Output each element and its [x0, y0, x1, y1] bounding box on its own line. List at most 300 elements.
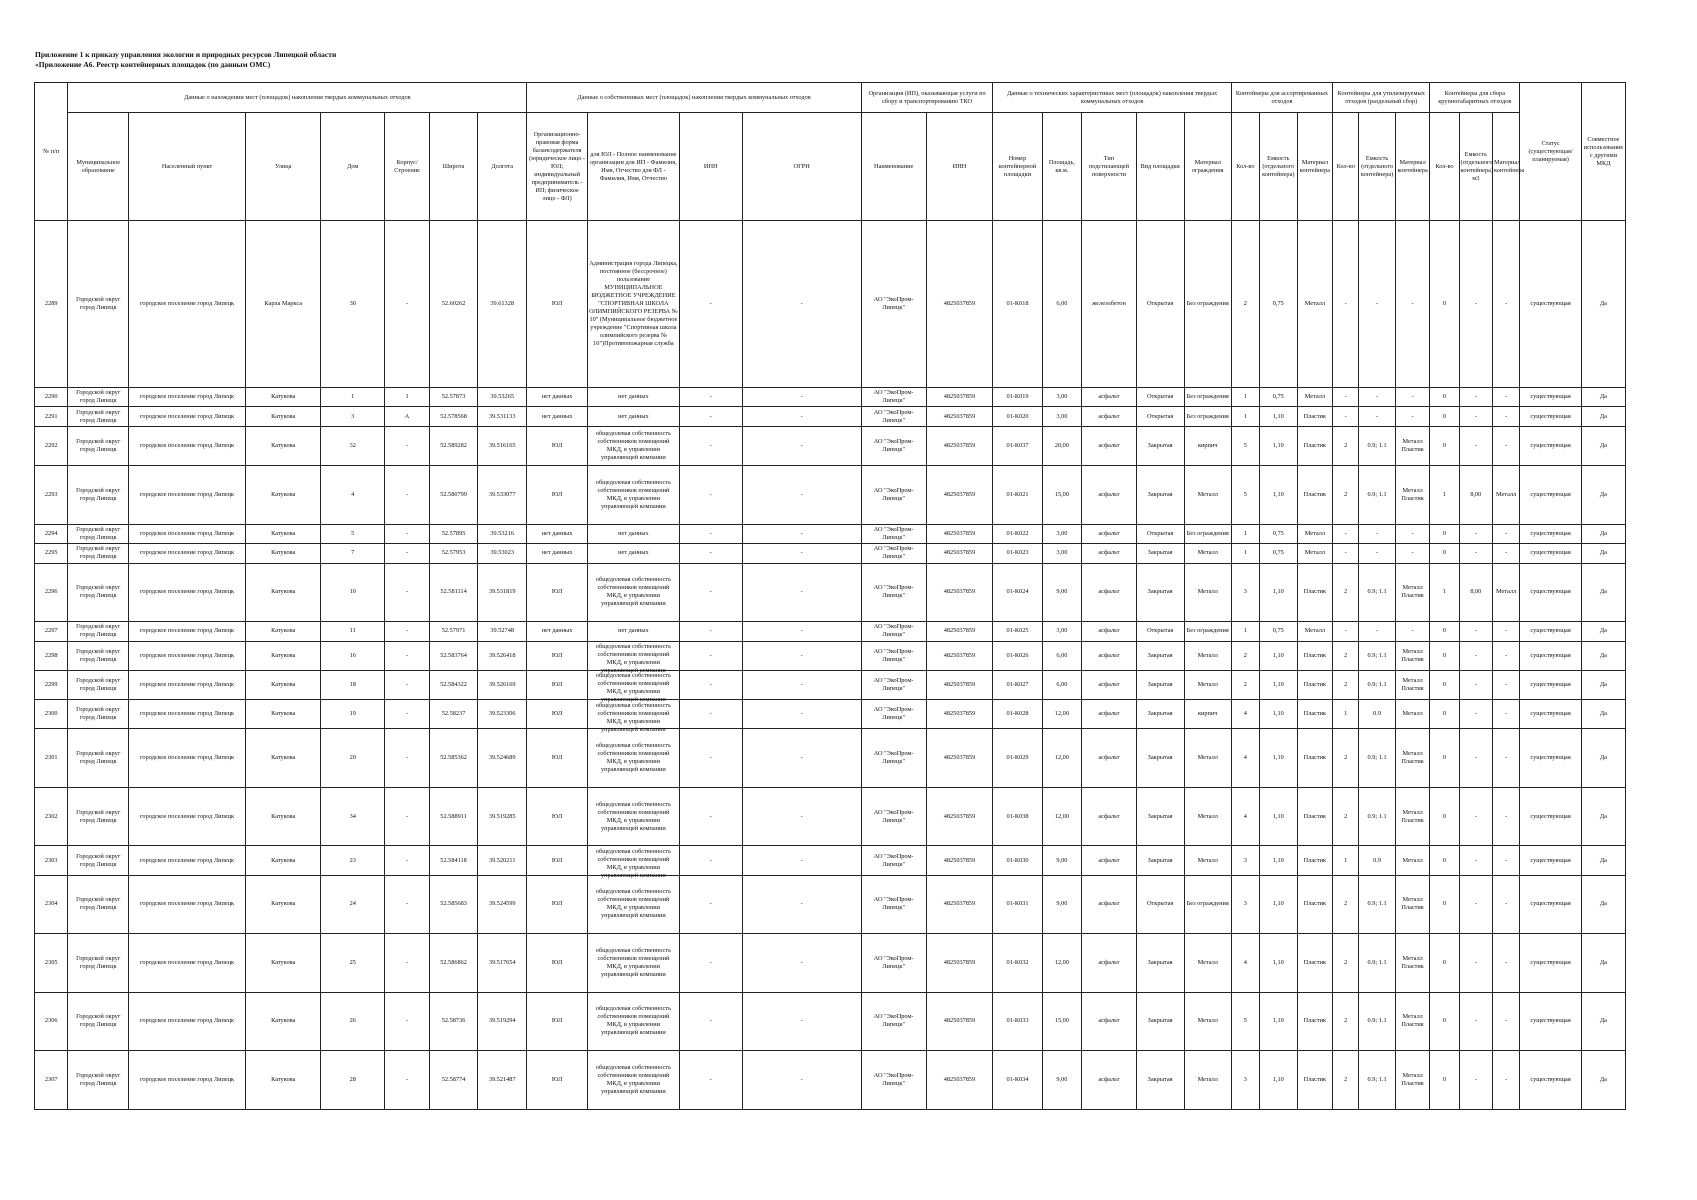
sorted-count-cell-text: 1	[1243, 393, 1247, 401]
bulky-volume-cell	[1459, 465, 1492, 524]
site-number-cell-text: 01-К034	[1006, 1076, 1029, 1084]
owner-name-cell-text: нет данных	[618, 529, 649, 537]
utilized-material-cell-text: Металл	[1402, 710, 1423, 718]
org-form-cell	[527, 387, 588, 407]
fence-cell-text: Без ограждения	[1186, 299, 1229, 307]
latitude-cell-text: 52.584118	[440, 856, 467, 864]
street-cell-text: Катукова	[271, 627, 296, 635]
settlement-cell	[129, 563, 246, 622]
settlement-cell	[129, 622, 246, 642]
sorted-material-cell	[1297, 846, 1333, 875]
settlement-cell-text: городское поселение город Липецк	[140, 529, 235, 537]
owner-name-cell	[587, 622, 679, 642]
fence-cell-text: Металл	[1197, 588, 1218, 596]
surface-cell-text: асфальт	[1098, 393, 1120, 401]
sorted-material-cell-text: Пластик	[1303, 441, 1327, 449]
area-cell-text: 20,00	[1054, 441, 1069, 449]
org-form-cell	[527, 641, 588, 670]
utilized-material-cell-text: Металл Пластик	[1401, 954, 1424, 970]
settlement-cell-text: городское поселение город Липецк	[140, 754, 235, 762]
building-cell	[385, 1051, 430, 1110]
site-number-cell	[993, 641, 1042, 670]
longitude-cell	[478, 524, 527, 544]
street-cell	[246, 221, 321, 388]
row-number-text: 2290	[44, 393, 58, 401]
inn-cell	[679, 465, 742, 524]
settlement-cell-text: городское поселение город Липецк	[140, 441, 235, 449]
row-number	[35, 729, 68, 788]
latitude-cell-text: 52.586862	[440, 958, 467, 966]
street-cell-text: Катукова	[271, 412, 296, 420]
building-cell-text: 1	[405, 393, 409, 401]
owner-name-cell	[587, 787, 679, 846]
org-form-cell-text: нет данных	[541, 393, 573, 401]
ogrn-cell	[742, 875, 861, 934]
bulky-count-cell-text: 0	[1442, 549, 1447, 557]
surface-cell	[1082, 544, 1136, 564]
row-number-text: 2294	[44, 529, 58, 537]
utilized-count-cell-text: -	[1344, 299, 1347, 307]
building-cell	[385, 426, 430, 465]
operator-inn-cell	[926, 622, 993, 642]
bulky-volume-cell-text: -	[1474, 900, 1477, 908]
utilized-volume-cell	[1359, 1051, 1396, 1110]
street-cell-text: Катукова	[271, 529, 296, 537]
operator-inn-cell-text: 4825037859	[943, 627, 976, 635]
status-cell	[1520, 700, 1582, 729]
table-row	[35, 1051, 1626, 1110]
house-cell-text: 3	[351, 412, 355, 420]
settlement-cell-text: городское поселение город Липецк	[140, 812, 235, 820]
owner-name-cell-text: нет данных	[618, 627, 649, 635]
sorted-count-cell	[1231, 407, 1259, 427]
street-cell	[246, 563, 321, 622]
building-cell	[385, 221, 430, 388]
group-operator-header: Организация (ИП), оказывающая услуги по сбору и транспортированию ТКО	[861, 83, 993, 113]
sorted-volume-cell	[1259, 544, 1297, 564]
row-number-text: 2289	[44, 299, 58, 307]
house-cell-text: 30	[349, 299, 356, 307]
owner-name-cell	[587, 563, 679, 622]
utilized-material-cell-text: Металл Пластик	[1401, 437, 1424, 453]
shared-use-cell-text: Да	[1599, 1076, 1607, 1084]
site-type-cell-text: Закрытая	[1147, 856, 1173, 864]
shared-use-cell-text: Да	[1599, 549, 1607, 557]
sorted-count-cell-text: 4	[1243, 958, 1247, 966]
latitude-cell	[430, 524, 478, 544]
area-cell-text: 12,00	[1054, 710, 1069, 718]
utilized-count-cell	[1333, 700, 1359, 729]
inn-cell-text: -	[709, 651, 712, 659]
utilized-material-cell-text: -	[1411, 549, 1414, 557]
site-type-cell	[1136, 875, 1184, 934]
ogrn-cell	[742, 524, 861, 544]
org-form-cell-text: ЮЛ	[551, 856, 563, 864]
building-cell	[385, 641, 430, 670]
org-form-cell-text: ЮЛ	[551, 754, 563, 762]
street-cell	[246, 407, 321, 427]
house-cell	[321, 221, 385, 388]
ogrn-cell-text: -	[800, 1076, 803, 1084]
inn-cell-text: -	[709, 588, 712, 596]
latitude-cell-text: 52.585683	[440, 900, 467, 908]
house-cell	[321, 563, 385, 622]
building-cell-text: -	[406, 627, 409, 635]
site-number-cell-text: 01-К029	[1006, 754, 1029, 762]
settlement-cell	[129, 846, 246, 875]
row-number	[35, 622, 68, 642]
org-form-cell	[527, 875, 588, 934]
utilized-count-cell	[1333, 426, 1359, 465]
area-cell-text: 3,00	[1056, 529, 1068, 537]
sorted-count-cell-text: 3	[1243, 1076, 1247, 1084]
municipality-cell-text: Городской округ город Липецк	[76, 1072, 121, 1088]
longitude-cell	[478, 875, 527, 934]
municipality-cell	[68, 524, 129, 544]
area-cell	[1042, 875, 1082, 934]
municipality-cell	[68, 465, 129, 524]
latitude-cell	[430, 544, 478, 564]
owner-name-cell	[587, 875, 679, 934]
shared-use-cell-text: Да	[1599, 958, 1607, 966]
longitude-cell-text: 39.53265	[490, 393, 515, 401]
owner-name-cell-text: Администрация города Липецка, постоянное (бессрочное) пользование МУНИЦИПАЛЬНОЕ БЮДЖЕТНОЕ УЧРЕЖДЕНИЕ "СПОРТИВНАЯ ШКОЛА ОЛИМПИЙСКОГО РЕЗЕРВА № 10" (Муниципальное бюджетное учреждение "Спортивная школа олимпийского резерва № 10")Противопожарная служба	[589, 259, 678, 347]
utilized-volume-cell	[1359, 992, 1396, 1051]
inn-cell	[679, 387, 742, 407]
bulky-volume-cell-text: 8,00	[1470, 588, 1482, 596]
area-cell	[1042, 641, 1082, 670]
street-cell	[246, 670, 321, 699]
settlement-cell	[129, 700, 246, 729]
owner-name-cell-text: общедолевая собственность собственников помещений МКД, в управлении управляющей компании	[595, 478, 671, 510]
bulky-count-cell-text: 0	[1442, 529, 1447, 537]
row-number	[35, 641, 68, 670]
settlement-cell	[129, 544, 246, 564]
operator-inn-cell-text: 4825037859	[943, 651, 976, 659]
fence-cell-text: Без ограждения	[1186, 393, 1229, 401]
ogrn-cell	[742, 387, 861, 407]
fence-cell	[1184, 700, 1231, 729]
area-cell-text: 9,00	[1056, 856, 1068, 864]
sorted-material-cell-text: Металл	[1304, 627, 1326, 635]
utilized-count-cell-text: -	[1344, 393, 1347, 401]
ogrn-cell	[742, 544, 861, 564]
settlement-cell	[129, 729, 246, 788]
utilized-volume-cell	[1359, 622, 1396, 642]
status-cell	[1520, 407, 1582, 427]
owner-name-cell	[587, 465, 679, 524]
shared-use-cell-text: Да	[1599, 710, 1607, 718]
latitude-cell-text: 52.580799	[440, 490, 467, 498]
row-number	[35, 426, 68, 465]
sorted-volume-cell	[1259, 563, 1297, 622]
row-number-text: 2295	[44, 549, 58, 557]
sorted-count-cell-text: 4	[1243, 710, 1247, 718]
municipality-cell-text: Городской округ город Липецк	[76, 545, 121, 561]
row-number	[35, 465, 68, 524]
header-line-2: «Приложение А6. Реестр контейнерных площадок (по данным ОМС)	[35, 60, 271, 69]
bulky-count-cell	[1430, 875, 1459, 934]
latitude-cell	[430, 934, 478, 993]
bulky-volume-cell	[1459, 787, 1492, 846]
owner-name-cell-text: общедолевая собственность собственников помещений МКД, в управлении управляющей компании	[595, 946, 671, 978]
row-number-text: 2300	[44, 710, 58, 718]
fence-cell	[1184, 544, 1231, 564]
utilized-volume-cell-text: -	[1376, 529, 1379, 537]
bulky-volume-cell	[1459, 846, 1492, 875]
bulky-material-cell	[1493, 934, 1520, 993]
ogrn-cell-text: -	[800, 441, 803, 449]
operator-name-cell-text: АО "ЭкоПром-Липецк"	[873, 852, 914, 868]
latitude-cell	[430, 700, 478, 729]
table-row	[35, 992, 1626, 1051]
col-utilized-volume-header: Емкость (отдельного контейнера)	[1359, 113, 1396, 221]
utilized-material-cell-text: Металл Пластик	[1401, 1013, 1424, 1029]
bulky-material-cell-text: -	[1505, 299, 1508, 307]
table-body	[35, 221, 1626, 1110]
utilized-material-cell	[1395, 875, 1430, 934]
longitude-cell-text: 39.53023	[490, 549, 515, 557]
building-cell	[385, 563, 430, 622]
status-cell	[1520, 544, 1582, 564]
site-type-cell	[1136, 934, 1184, 993]
municipality-cell-text: Городской округ город Липецк	[76, 295, 121, 311]
settlement-cell	[129, 875, 246, 934]
row-number-text: 2297	[44, 627, 58, 635]
house-cell	[321, 729, 385, 788]
municipality-cell-text: Городской округ город Липецк	[76, 896, 121, 912]
operator-name-cell	[861, 563, 926, 622]
sorted-volume-cell	[1259, 641, 1297, 670]
municipality-cell-text: Городской округ город Липецк	[76, 750, 121, 766]
latitude-cell	[430, 787, 478, 846]
house-cell	[321, 544, 385, 564]
site-number-cell	[993, 846, 1042, 875]
sorted-volume-cell	[1259, 846, 1297, 875]
settlement-cell-text: городское поселение город Липецк	[140, 412, 235, 420]
utilized-volume-cell	[1359, 700, 1396, 729]
bulky-count-cell-text: 0	[1442, 441, 1447, 449]
group-sorted-header: Контейнеры для ассортированных отходов	[1231, 83, 1332, 113]
col-lat-header: Широта	[430, 113, 478, 221]
fence-cell-text: Металл	[1197, 856, 1218, 864]
site-type-cell-text: Открытая	[1147, 529, 1174, 537]
bulky-count-cell-text: 0	[1442, 1076, 1447, 1084]
sorted-volume-cell-text: 1,10	[1272, 651, 1284, 659]
shared-use-cell	[1581, 934, 1625, 993]
street-cell	[246, 992, 321, 1051]
utilized-volume-cell-text: -	[1376, 393, 1379, 401]
operator-inn-cell-text: 4825037859	[943, 958, 976, 966]
municipality-cell-text: Городской округ город Липецк	[76, 676, 121, 692]
group-location-header: Данные о нахождении мест (площадок) накопления твердых коммунальных отходов	[68, 83, 527, 113]
sorted-material-cell-text: Металл	[1304, 529, 1326, 537]
bulky-count-cell-text: 0	[1442, 680, 1447, 688]
utilized-count-cell	[1333, 563, 1359, 622]
sorted-material-cell-text: Пластик	[1303, 412, 1327, 420]
inn-cell-text: -	[709, 1076, 712, 1084]
ogrn-cell	[742, 641, 861, 670]
utilized-material-cell	[1395, 544, 1430, 564]
org-form-cell	[527, 670, 588, 699]
utilized-count-cell-text: 1	[1344, 856, 1348, 864]
site-type-cell-text: Закрытая	[1147, 441, 1173, 449]
area-cell-text: 3,00	[1056, 549, 1068, 557]
org-form-cell-text: ЮЛ	[551, 1017, 563, 1025]
surface-cell	[1082, 846, 1136, 875]
utilized-material-cell	[1395, 387, 1430, 407]
sorted-count-cell	[1231, 524, 1259, 544]
org-form-cell	[527, 465, 588, 524]
bulky-volume-cell	[1459, 934, 1492, 993]
operator-name-cell	[861, 641, 926, 670]
area-cell	[1042, 465, 1082, 524]
inn-cell	[679, 787, 742, 846]
bulky-count-cell	[1430, 1051, 1459, 1110]
building-cell	[385, 700, 430, 729]
bulky-count-cell	[1430, 524, 1459, 544]
street-cell	[246, 729, 321, 788]
bulky-volume-cell-text: -	[1474, 529, 1477, 537]
org-form-cell	[527, 992, 588, 1051]
longitude-cell	[478, 544, 527, 564]
utilized-material-cell	[1395, 465, 1430, 524]
street-cell	[246, 426, 321, 465]
latitude-cell	[430, 992, 478, 1051]
longitude-cell-text: 39.52748	[490, 627, 515, 635]
owner-name-cell-text: нет данных	[618, 549, 649, 557]
inn-cell	[679, 934, 742, 993]
building-cell-text: -	[406, 529, 409, 537]
settlement-cell	[129, 465, 246, 524]
bulky-material-cell	[1493, 622, 1520, 642]
utilized-count-cell-text: -	[1344, 412, 1347, 420]
surface-cell	[1082, 992, 1136, 1051]
site-type-cell-text: Открытая	[1147, 412, 1174, 420]
surface-cell-text: асфальт	[1098, 680, 1120, 688]
building-cell	[385, 670, 430, 699]
fence-cell-text: Металл	[1197, 490, 1218, 498]
col-status-header: Статус (существующая/планируемая)	[1520, 83, 1582, 221]
col-building-header: Корпус/Строение	[385, 113, 430, 221]
site-number-cell	[993, 992, 1042, 1051]
sorted-material-cell	[1297, 875, 1333, 934]
building-cell-text: -	[406, 299, 409, 307]
operator-inn-cell	[926, 544, 993, 564]
bulky-material-cell	[1493, 544, 1520, 564]
status-cell-text: существующая	[1530, 651, 1571, 659]
street-cell-text: Карла Маркса	[264, 299, 303, 307]
owner-name-cell-text: общедолевая собственность собственников помещений МКД, в управлении управляющей компании	[595, 701, 671, 733]
municipality-cell	[68, 670, 129, 699]
site-type-cell	[1136, 670, 1184, 699]
sorted-material-cell	[1297, 622, 1333, 642]
site-type-cell-text: Закрытая	[1147, 490, 1173, 498]
bulky-material-cell-text: -	[1505, 441, 1508, 449]
utilized-volume-cell-text: 0.9; 1.1	[1367, 490, 1387, 498]
bulky-material-cell-text: -	[1505, 958, 1508, 966]
area-cell	[1042, 934, 1082, 993]
org-form-cell-text: ЮЛ	[551, 1076, 563, 1084]
row-number	[35, 544, 68, 564]
utilized-material-cell-text: Металл Пластик	[1401, 647, 1424, 663]
settlement-cell	[129, 641, 246, 670]
site-number-cell-text: 01-К020	[1006, 412, 1029, 420]
surface-cell	[1082, 221, 1136, 388]
shared-use-cell	[1581, 670, 1625, 699]
fence-cell	[1184, 563, 1231, 622]
utilized-material-cell	[1395, 729, 1430, 788]
operator-inn-cell	[926, 729, 993, 788]
latitude-cell-text: 52.58736	[441, 1017, 466, 1025]
site-type-cell-text: Закрытая	[1147, 1076, 1173, 1084]
fence-cell	[1184, 221, 1231, 388]
building-cell-text: -	[406, 1017, 409, 1025]
sorted-material-cell	[1297, 1051, 1333, 1110]
site-type-cell	[1136, 641, 1184, 670]
bulky-count-cell	[1430, 846, 1459, 875]
row-number-text: 2298	[44, 651, 58, 659]
area-cell	[1042, 787, 1082, 846]
street-cell-text: Катукова	[271, 549, 296, 557]
site-number-cell-text: 01-К018	[1006, 299, 1029, 307]
sorted-count-cell	[1231, 563, 1259, 622]
latitude-cell-text: 52.578568	[440, 412, 467, 420]
bulky-count-cell-text: 0	[1442, 627, 1447, 635]
house-cell-text: 5	[351, 529, 355, 537]
municipality-cell-text: Городской округ город Липецк	[76, 852, 121, 868]
site-number-cell-text: 01-К030	[1006, 856, 1029, 864]
house-cell	[321, 846, 385, 875]
bulky-count-cell-text: 0	[1442, 958, 1447, 966]
owner-name-cell	[587, 221, 679, 388]
site-number-cell	[993, 787, 1042, 846]
sorted-count-cell	[1231, 387, 1259, 407]
table-row	[35, 934, 1626, 993]
shared-use-cell	[1581, 544, 1625, 564]
utilized-volume-cell-text: 0.9; 1.1	[1367, 651, 1387, 659]
inn-cell	[679, 729, 742, 788]
utilized-material-cell	[1395, 670, 1430, 699]
col-fence-header: Материал ограждения	[1184, 113, 1231, 221]
bulky-volume-cell	[1459, 563, 1492, 622]
area-cell	[1042, 544, 1082, 564]
longitude-cell	[478, 670, 527, 699]
sorted-count-cell-text: 4	[1243, 754, 1247, 762]
sorted-volume-cell-text: 1,10	[1272, 1076, 1284, 1084]
latitude-cell-text: 52.58237	[441, 710, 466, 718]
ogrn-cell	[742, 221, 861, 388]
building-cell-text: -	[406, 651, 409, 659]
bulky-volume-cell	[1459, 407, 1492, 427]
surface-cell	[1082, 934, 1136, 993]
area-cell	[1042, 846, 1082, 875]
house-cell	[321, 787, 385, 846]
bulky-count-cell	[1430, 563, 1459, 622]
building-cell	[385, 622, 430, 642]
inn-cell	[679, 426, 742, 465]
row-number	[35, 387, 68, 407]
col-bulky-volume-header: Емкость (отдельного контейнера) м3	[1459, 113, 1492, 221]
surface-cell-text: асфальт	[1098, 549, 1120, 557]
owner-name-cell	[587, 934, 679, 993]
col-area-header: Площадь, кв.м.	[1042, 113, 1082, 221]
surface-cell-text: асфальт	[1098, 812, 1120, 820]
utilized-material-cell-text: Металл Пластик	[1401, 808, 1424, 824]
bulky-count-cell	[1430, 992, 1459, 1051]
bulky-volume-cell	[1459, 1051, 1492, 1110]
sorted-volume-cell	[1259, 407, 1297, 427]
